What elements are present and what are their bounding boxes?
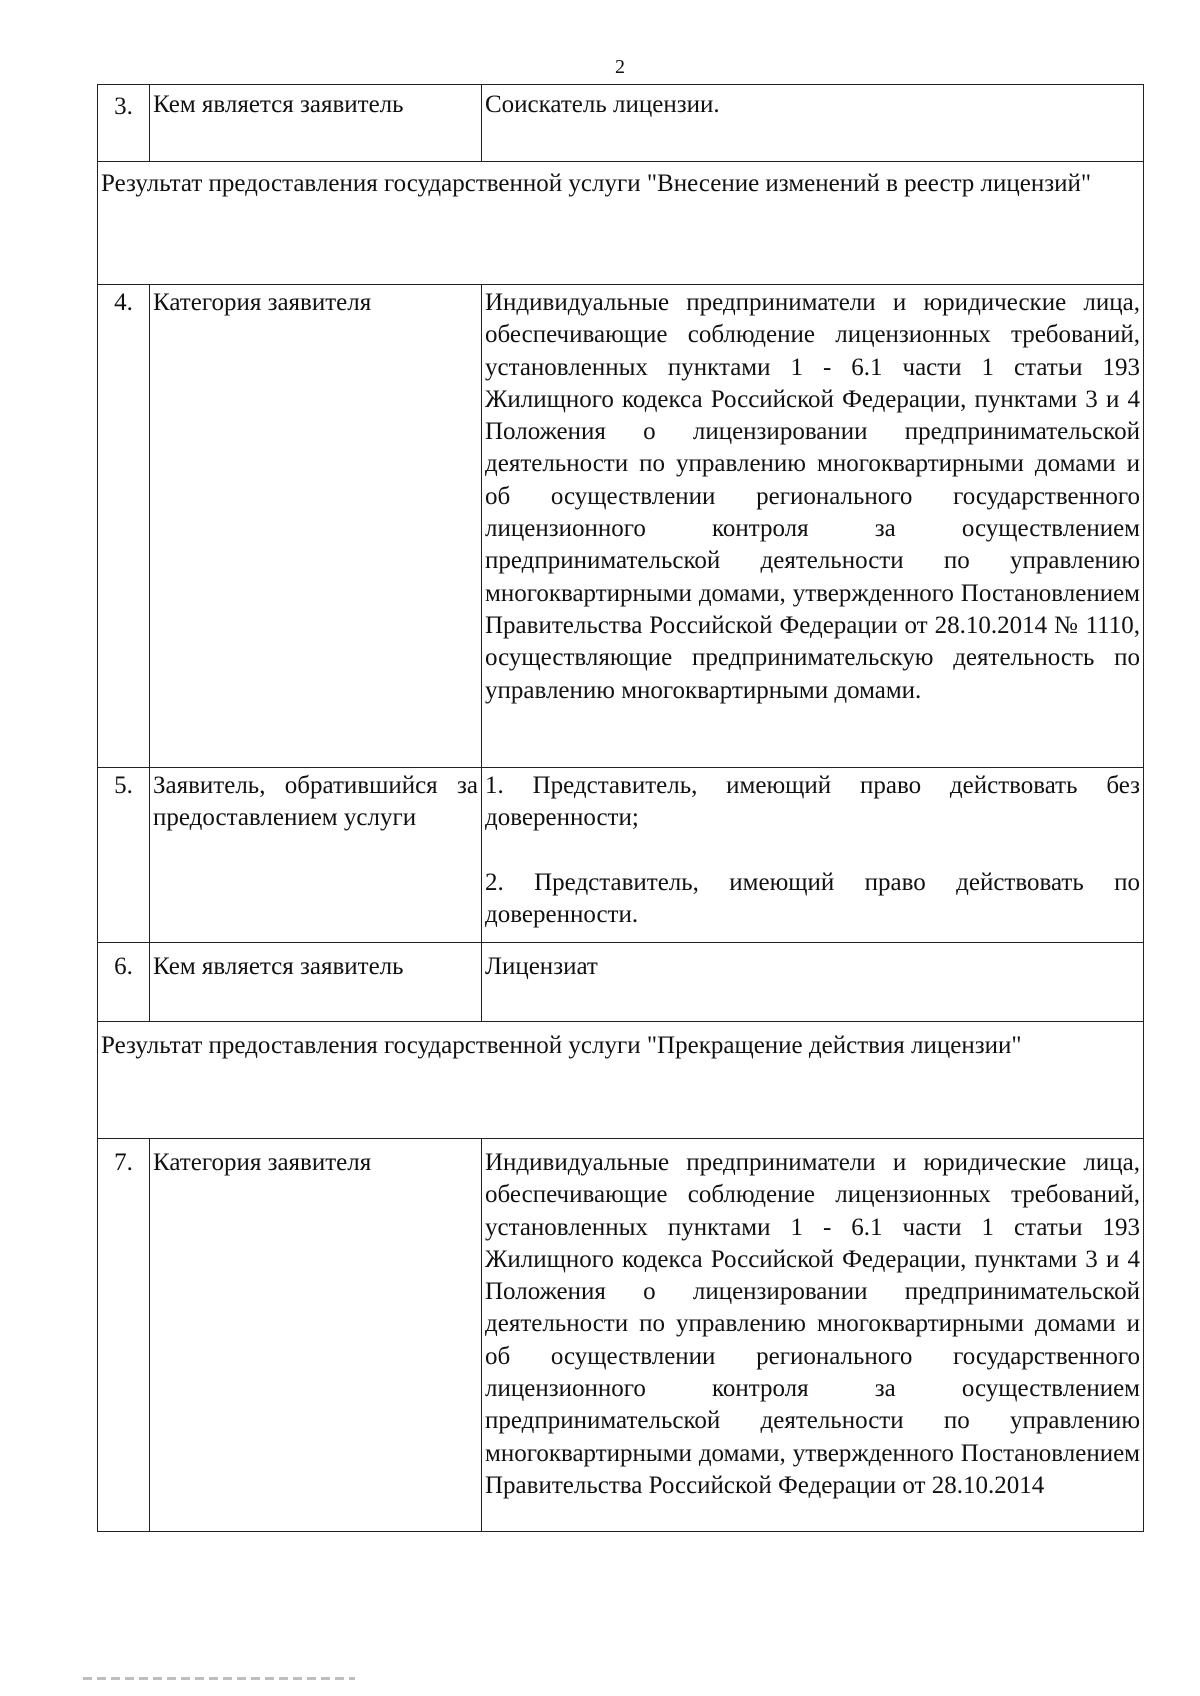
table-row [98,768,1144,943]
row-label: Кем является заявитель [150,943,482,1022]
page-number: 2 [615,56,625,78]
row-number: 3. [98,85,150,162]
row-value [482,768,1144,943]
row-number: 6. [98,943,150,1022]
row-number: 7. [98,1139,150,1532]
section-row [98,1022,1144,1139]
scan-artifact [83,1677,355,1680]
row-value: Лицензиат [482,943,1144,1022]
row-number: 4. [98,285,150,768]
table-row [98,285,1144,768]
applicant-table [97,84,1144,1532]
row-value: Индивидуальные предприниматели и юридические лица, обеспечивающие соблюдение лицензионных требований, установленных пунктами 1 - 6.1 части 1 статьи 193 Жилищного кодекса Российской Федерации, пунктами 3 и 4 Положения о лицензировании предпринимательской деятельности по управлению многоквартирными домами и об осуществлении регионального государственного лицензионного контроля за осуществлением предпринимательской деятельности по управлению многоквартирными домами, утвержденного Постановлением Правительства Российской Федерации от 28.10.2014 № 1110, осуществляющие предпринимательскую деятельность по управлению многоквартирными домами. [482,285,1144,768]
table-row [98,85,1144,162]
row-label: Кем является заявитель [150,85,482,162]
row-value: Индивидуальные предприниматели и юридические лица, обеспечивающие соблюдение лицензионных требований, установленных пунктами 1 - 6.1 части 1 статьи 193 Жилищного кодекса Российской Федерации, пунктами 3 и 4 Положения о лицензировании предпринимательской деятельности по управлению многоквартирными домами и об осуществлении регионального государственного лицензионного контроля за осуществлением предпринимательской деятельности по управлению многоквартирными домами, утвержденного Постановлением Правительства Российской Федерации от 28.10.2014 [482,1139,1144,1532]
section-row [98,162,1144,285]
table-row [98,943,1144,1022]
row-label: Категория заявителя [150,1139,482,1532]
section-heading: Результат предоставления государственной услуги "Внесение изменений в реестр лицензий" [98,162,1144,285]
table-row [98,1139,1144,1532]
row-value: Соискатель лицензии. [482,85,1144,162]
row-label: Заявитель, обратившийся за предоставлением услуги [150,768,482,943]
section-heading: Результат предоставления государственной услуги "Прекращение действия лицензии" [98,1022,1144,1139]
row-label: Категория заявителя [150,285,482,768]
representative-option-2: 2. Представитель, имеющий право действовать по доверенности. [485,868,1140,928]
representative-option-1: 1. Представитель, имеющий право действовать без доверенности; [485,772,1140,832]
row-number: 5. [98,768,150,943]
